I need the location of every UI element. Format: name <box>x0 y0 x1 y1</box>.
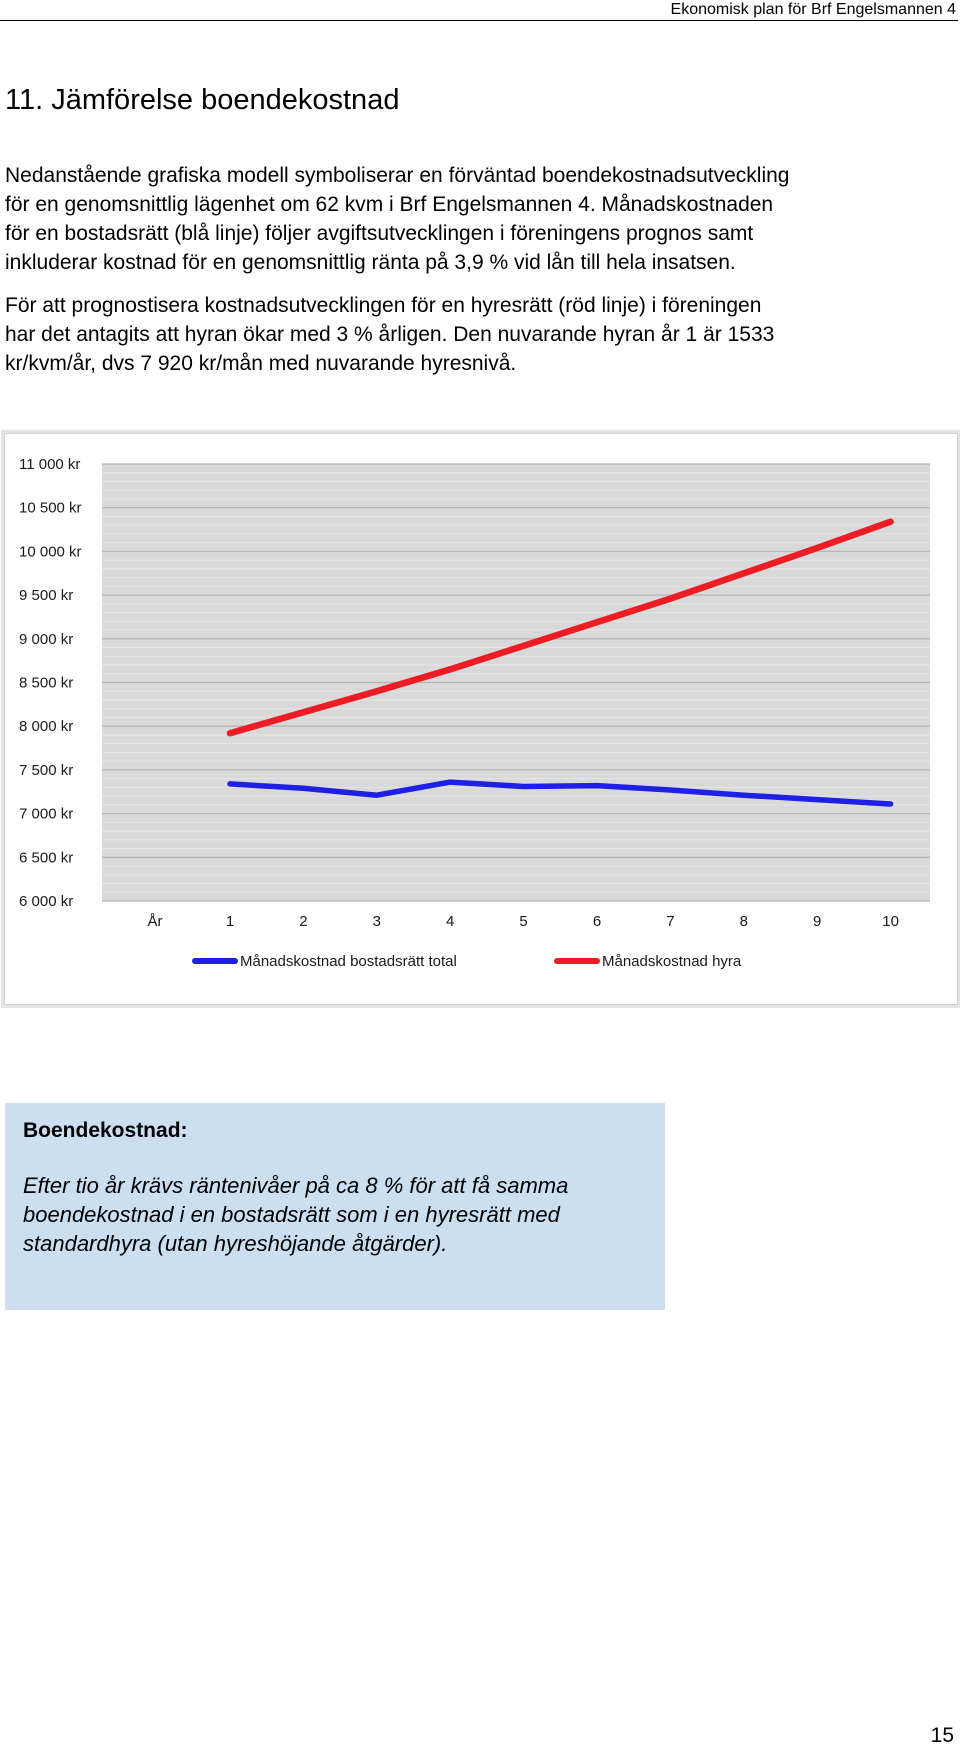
y-tick-label: 8 000 kr <box>19 718 74 736</box>
legend-label: Månadskostnad bostadsrätt total <box>240 953 457 970</box>
x-tick-label: 10 <box>882 913 899 930</box>
x-tick-label: 7 <box>666 913 675 930</box>
section-title: 11. Jämförelse boendekostnad <box>5 84 400 116</box>
x-tick-label: 2 <box>299 913 308 930</box>
x-tick-label: 3 <box>372 913 381 930</box>
y-tick-label: 7 500 kr <box>19 761 74 779</box>
chart-canvas <box>5 434 957 1004</box>
y-tick-label: 7 000 kr <box>19 805 74 823</box>
y-tick-label: 6 000 kr <box>19 893 74 910</box>
intro-paragraph: Nedanstående grafiska modell symboliserar en förväntad boendekostnadsutveckling för en genomsnittlig lägenhet om 62 kvm i Brf Engelsmannen 4. Månadskostnaden för en bostadsrätt (blå linje) följer avgiftsutvecklingen i föreningens prognos samt inkluderar kostnad för en genomsnittlig ränta på 3,9 % vid lån till hela insatsen. <box>5 164 790 274</box>
x-tick-label: 4 <box>446 913 455 930</box>
page-number: 15 <box>930 1724 954 1747</box>
x-tick-label: 8 <box>739 913 748 930</box>
rent-paragraph: För att prognostisera kostnadsutvecklingen för en hyresrätt (röd linje) i föreningen har det antagits att hyran ökar med 3 % årligen. Den nuvarande hyran år 1 är 1533 kr/kvm/år, dvs 7 920 kr/mån med nuvarande hyresnivå. <box>5 294 775 375</box>
info-box-text: Efter tio år krävs räntenivåer på ca 8 % för att få samma boendekostnad i en bostadsrätt som i en hyresrätt med standardhyra (utan hyreshöjande åtgärder). <box>23 1173 569 1256</box>
cost-comparison-chart <box>4 433 958 1005</box>
y-tick-label: 9 000 kr <box>19 630 74 648</box>
y-tick-label: 10 000 kr <box>19 543 82 561</box>
info-box <box>5 1103 665 1310</box>
x-tick-label: 1 <box>225 913 235 930</box>
legend-label: Månadskostnad hyra <box>602 953 742 970</box>
x-tick-label: 6 <box>592 913 602 930</box>
y-tick-label: 9 500 kr <box>19 587 74 605</box>
y-tick-label: 11 000 kr <box>19 456 81 473</box>
x-tick-label: 9 <box>813 913 822 930</box>
y-tick-label: 8 500 kr <box>19 674 74 692</box>
x-tick-label: 5 <box>519 913 528 930</box>
y-tick-label: 10 500 kr <box>19 499 82 517</box>
info-box-title: Boendekostnad: <box>23 1119 188 1142</box>
y-tick-label: 6 500 kr <box>19 849 74 867</box>
x-axis-label: År <box>147 913 163 930</box>
header-rule <box>0 20 958 21</box>
running-header: Ekonomisk plan för Brf Engelsmannen 4 <box>670 1 956 18</box>
